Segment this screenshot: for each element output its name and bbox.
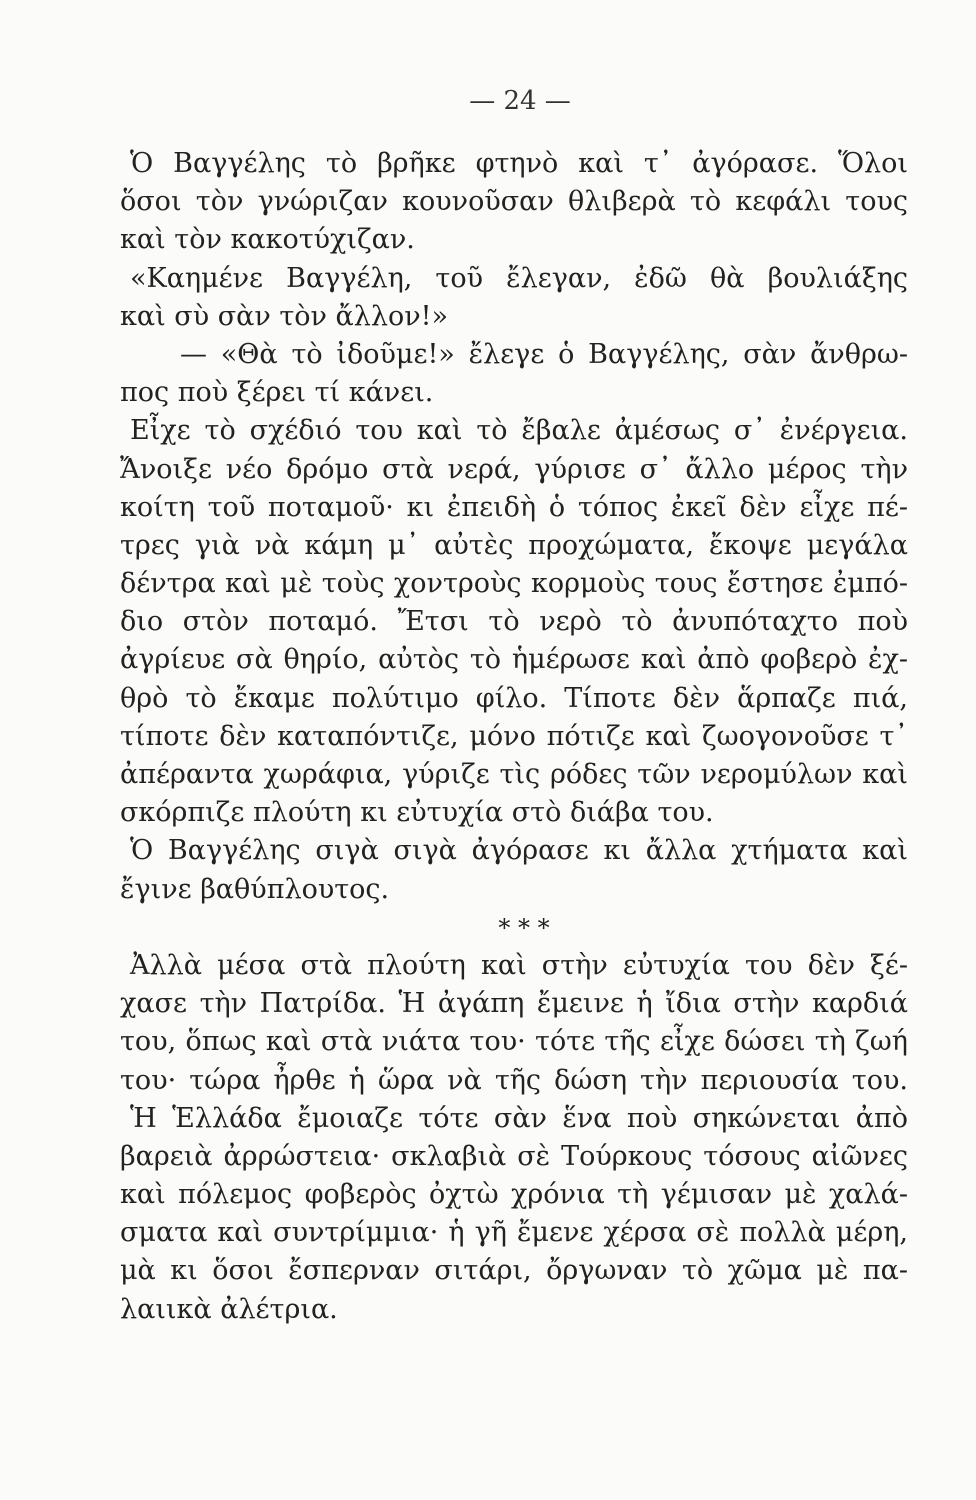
text-line: Ὁ Βαγγέλης τὸ βρῆκε φτηνὸ καὶ τ᾽ ἀγόρασε. Ὅλοι: [130, 148, 908, 179]
page-number: — 24 —: [469, 86, 571, 116]
text-line: τρες γιὰ νὰ κάμη μ᾽ αὐτὲς προχώματα, ἔκοψε μεγάλα: [120, 529, 908, 561]
text-line: λαιικὰ ἀλέτρια.: [120, 1293, 338, 1325]
text-line: ἀπέραντα χωράφια, γύριζε τὶς ρόδες τῶν νερομύλων καὶ: [120, 759, 908, 790]
text-line: καὶ τὸν κακοτύχιζαν.: [120, 224, 415, 256]
text-line: διο στὸν ποταμό. Ἔτσι τὸ νερὸ τὸ ἀνυπόταχτο ποὺ: [120, 606, 908, 638]
text-line: Ἡ Ἑλλάδα ἔμοιαζε τότε σὰν ἕνα ποὺ σηκώνεται ἀπὸ: [130, 1102, 908, 1134]
body-text: [120, 145, 908, 1329]
text-line: ὅσοι τὸν γνώριζαν κουνοῦσαν θλιβερὰ τὸ κεφάλι τους: [120, 186, 908, 218]
text-line: του, ὅπως καὶ στὰ νιάτα του· τότε τῆς εἶχε δώσει τὴ ζωή: [120, 1026, 908, 1058]
text-line: ἔγινε βαθύπλουτος.: [120, 873, 390, 905]
text-line: — «Θὰ τὸ ἰδοῦμε!» ἔλεγε ὁ Βαγγέλης, σὰν ἄνθρω-: [180, 338, 908, 370]
text-line: μὰ κι ὅσοι ἔσπερναν σιτάρι, ὄργωναν τὸ χῶμα μὲ πα-: [120, 1255, 908, 1287]
text-line: κοίτη τοῦ ποταμοῦ· κι ἐπειδὴ ὁ τόπος ἐκεῖ δὲν εἶχε πέ-: [120, 491, 908, 523]
text-line: του· τώρα ἦρθε ἡ ὥρα νὰ τῆς δώση τὴν περιουσία του.: [120, 1064, 908, 1096]
section-separator: * * *: [498, 913, 550, 942]
text-line: σκόρπιζε πλούτη κι εὐτυχία στὸ διάβα του.: [120, 797, 714, 829]
text-line: θρὸ τὸ ἔκαμε πολύτιμο φίλο. Τίποτε δὲν ἅρπαζε πιά,: [120, 682, 908, 714]
text-line: χασε τὴν Πατρίδα. Ἡ ἀγάπη ἔμεινε ἡ ἴδια στὴν καρδιά: [120, 988, 908, 1020]
text-line: Ἄνοιξε νέο δρόμο στὰ νερά, γύρισε σ᾽ ἄλλο μέρος τὴν: [120, 453, 908, 485]
text-line: καὶ σὺ σὰν τὸν ἄλλον!»: [120, 300, 449, 332]
text-line: σματα καὶ συντρίμμια· ἡ γῆ ἔμενε χέρσα σὲ πολλὰ μέρη,: [120, 1217, 908, 1249]
text-line: Εἶχε τὸ σχέδιό του καὶ τὸ ἔβαλε ἀμέσως σ᾽ ἐνέργεια.: [130, 415, 908, 447]
text-line: πος ποὺ ξέρει τί κάνει.: [120, 377, 434, 409]
text-line: δέντρα καὶ μὲ τοὺς χοντροὺς κορμοὺς τους ἔστησε ἐμπό-: [120, 568, 908, 600]
text-line: καὶ πόλεμος φοβερὸς ὀχτὼ χρόνια τὴ γέμισαν μὲ χαλά-: [120, 1179, 908, 1211]
text-line: βαρειὰ ἀρρώστεια· σκλαβιὰ σὲ Τούρκους τόσους αἰῶνες: [120, 1140, 908, 1172]
text-line: τίποτε δὲν καταπόντιζε, μόνο πότιζε καὶ ζωογονοῦσε τ᾽: [120, 720, 908, 752]
text-line: Ὁ Βαγγέλης σιγὰ σιγὰ ἀγόρασε κι ἄλλα χτήματα καὶ: [130, 835, 908, 867]
text-line: Ἀλλὰ μέσα στὰ πλούτη καὶ στὴν εὐτυχία του δὲν ξέ-: [130, 949, 908, 981]
text-line: «Καημένε Βαγγέλη, τοῦ ἔλεγαν, ἐδῶ θὰ βουλιάξης: [130, 262, 908, 294]
text-line: ἀγρίευε σὰ θηρίο, αὐτὸς τὸ ἡμέρωσε καὶ ἀπὸ φοβερὸ ἐχ-: [120, 644, 908, 676]
